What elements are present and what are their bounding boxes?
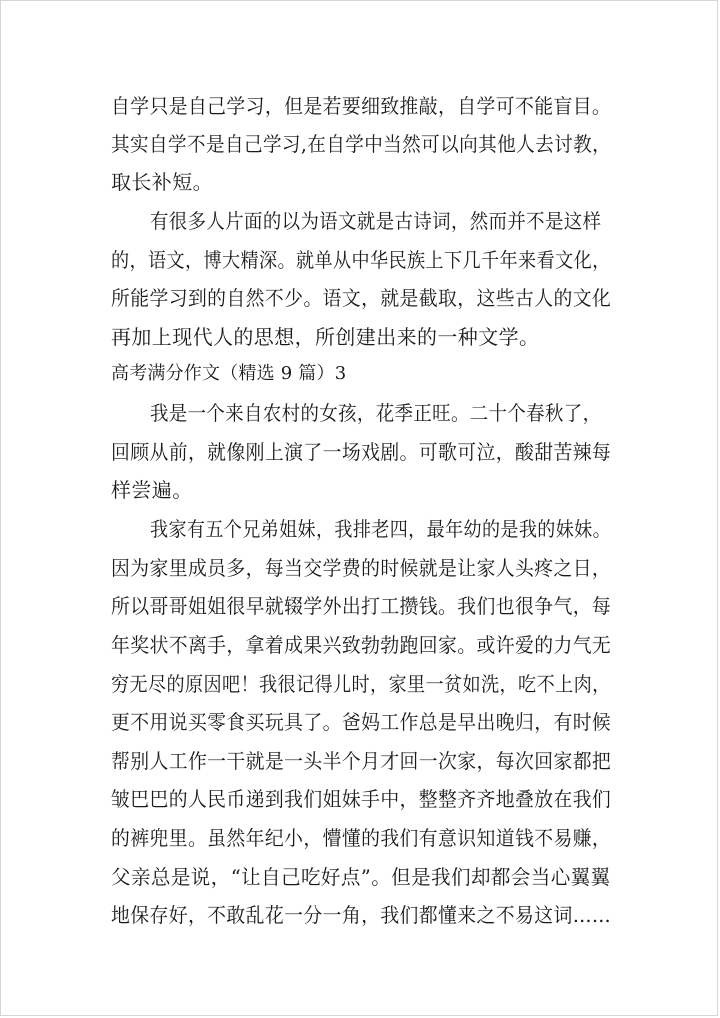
paragraph-line: 样尝遍。 [111, 478, 193, 502]
paragraph-line: 的裤兜里。虽然年纪小，懵懂的我们有意识知道钱不易赚， [111, 826, 612, 850]
paragraph-line: 地保存好，不敢乱花一分一角，我们都懂来之不易这词…… [111, 903, 612, 927]
paragraph-line: 父亲总是说，“让自己吃好点”。但是我们却都会当心翼翼 [111, 865, 611, 889]
paragraph-line: 有很多人片面的以为语文就是古诗词，然而并不是这样 [150, 209, 602, 233]
paragraph-line: 我家有五个兄弟姐妹，我排老四，最年幼的是我的妹妹。 [150, 517, 612, 541]
section-heading: 高考满分作文（精选 9 篇）3 [111, 363, 347, 384]
paragraph-line: 再加上现代人的思想，所创建出来的一种文学。 [111, 325, 540, 349]
paragraph-line: 我是一个来自农村的女孩，花季正旺。二十个春秋了， [150, 401, 602, 425]
paragraph-line: 的，语文，博大精深。就单从中华民族上下几千年来看文化， [111, 248, 611, 272]
paragraph-line: 其实自学不是自己学习,在自学中当然可以向其他人去讨教， [111, 132, 612, 156]
paragraph-line: 回顾从前，就像刚上演了一场戏剧。可歌可泣，酸甜苦辣每 [111, 440, 612, 464]
paragraph-line: 取长补短。 [111, 170, 213, 194]
paragraph-line: 年奖状不离手，拿着成果兴致勃勃跑回家。或许爱的力气无 [111, 633, 612, 657]
paragraph-line: 所能学习到的自然不少。语文，就是截取，这些古人的文化 [111, 286, 612, 310]
paragraph-line: 更不用说买零食买玩具了。爸妈工作总是早出晚归，有时候 [111, 710, 612, 734]
paragraph-line: 帮别人工作一干就是一头半个月才回一次家，每次回家都把 [111, 749, 612, 773]
paragraph-line: 自学只是自己学习，但是若要细致推敲，自学可不能盲目。 [111, 94, 612, 118]
paragraph-line: 所以哥哥姐姐很早就辍学外出打工攒钱。我们也很争气，每 [111, 594, 612, 618]
paragraph-line: 因为家里成员多，每当交学费的时候就是让家人头疼之日， [111, 556, 612, 580]
paragraph-line: 穷无尽的原因吧！我很记得儿时，家里一贫如洗，吃不上肉， [111, 672, 611, 696]
paragraph-line: 皱巴巴的人民币递到我们姐妹手中，整整齐齐地叠放在我们 [111, 787, 612, 811]
